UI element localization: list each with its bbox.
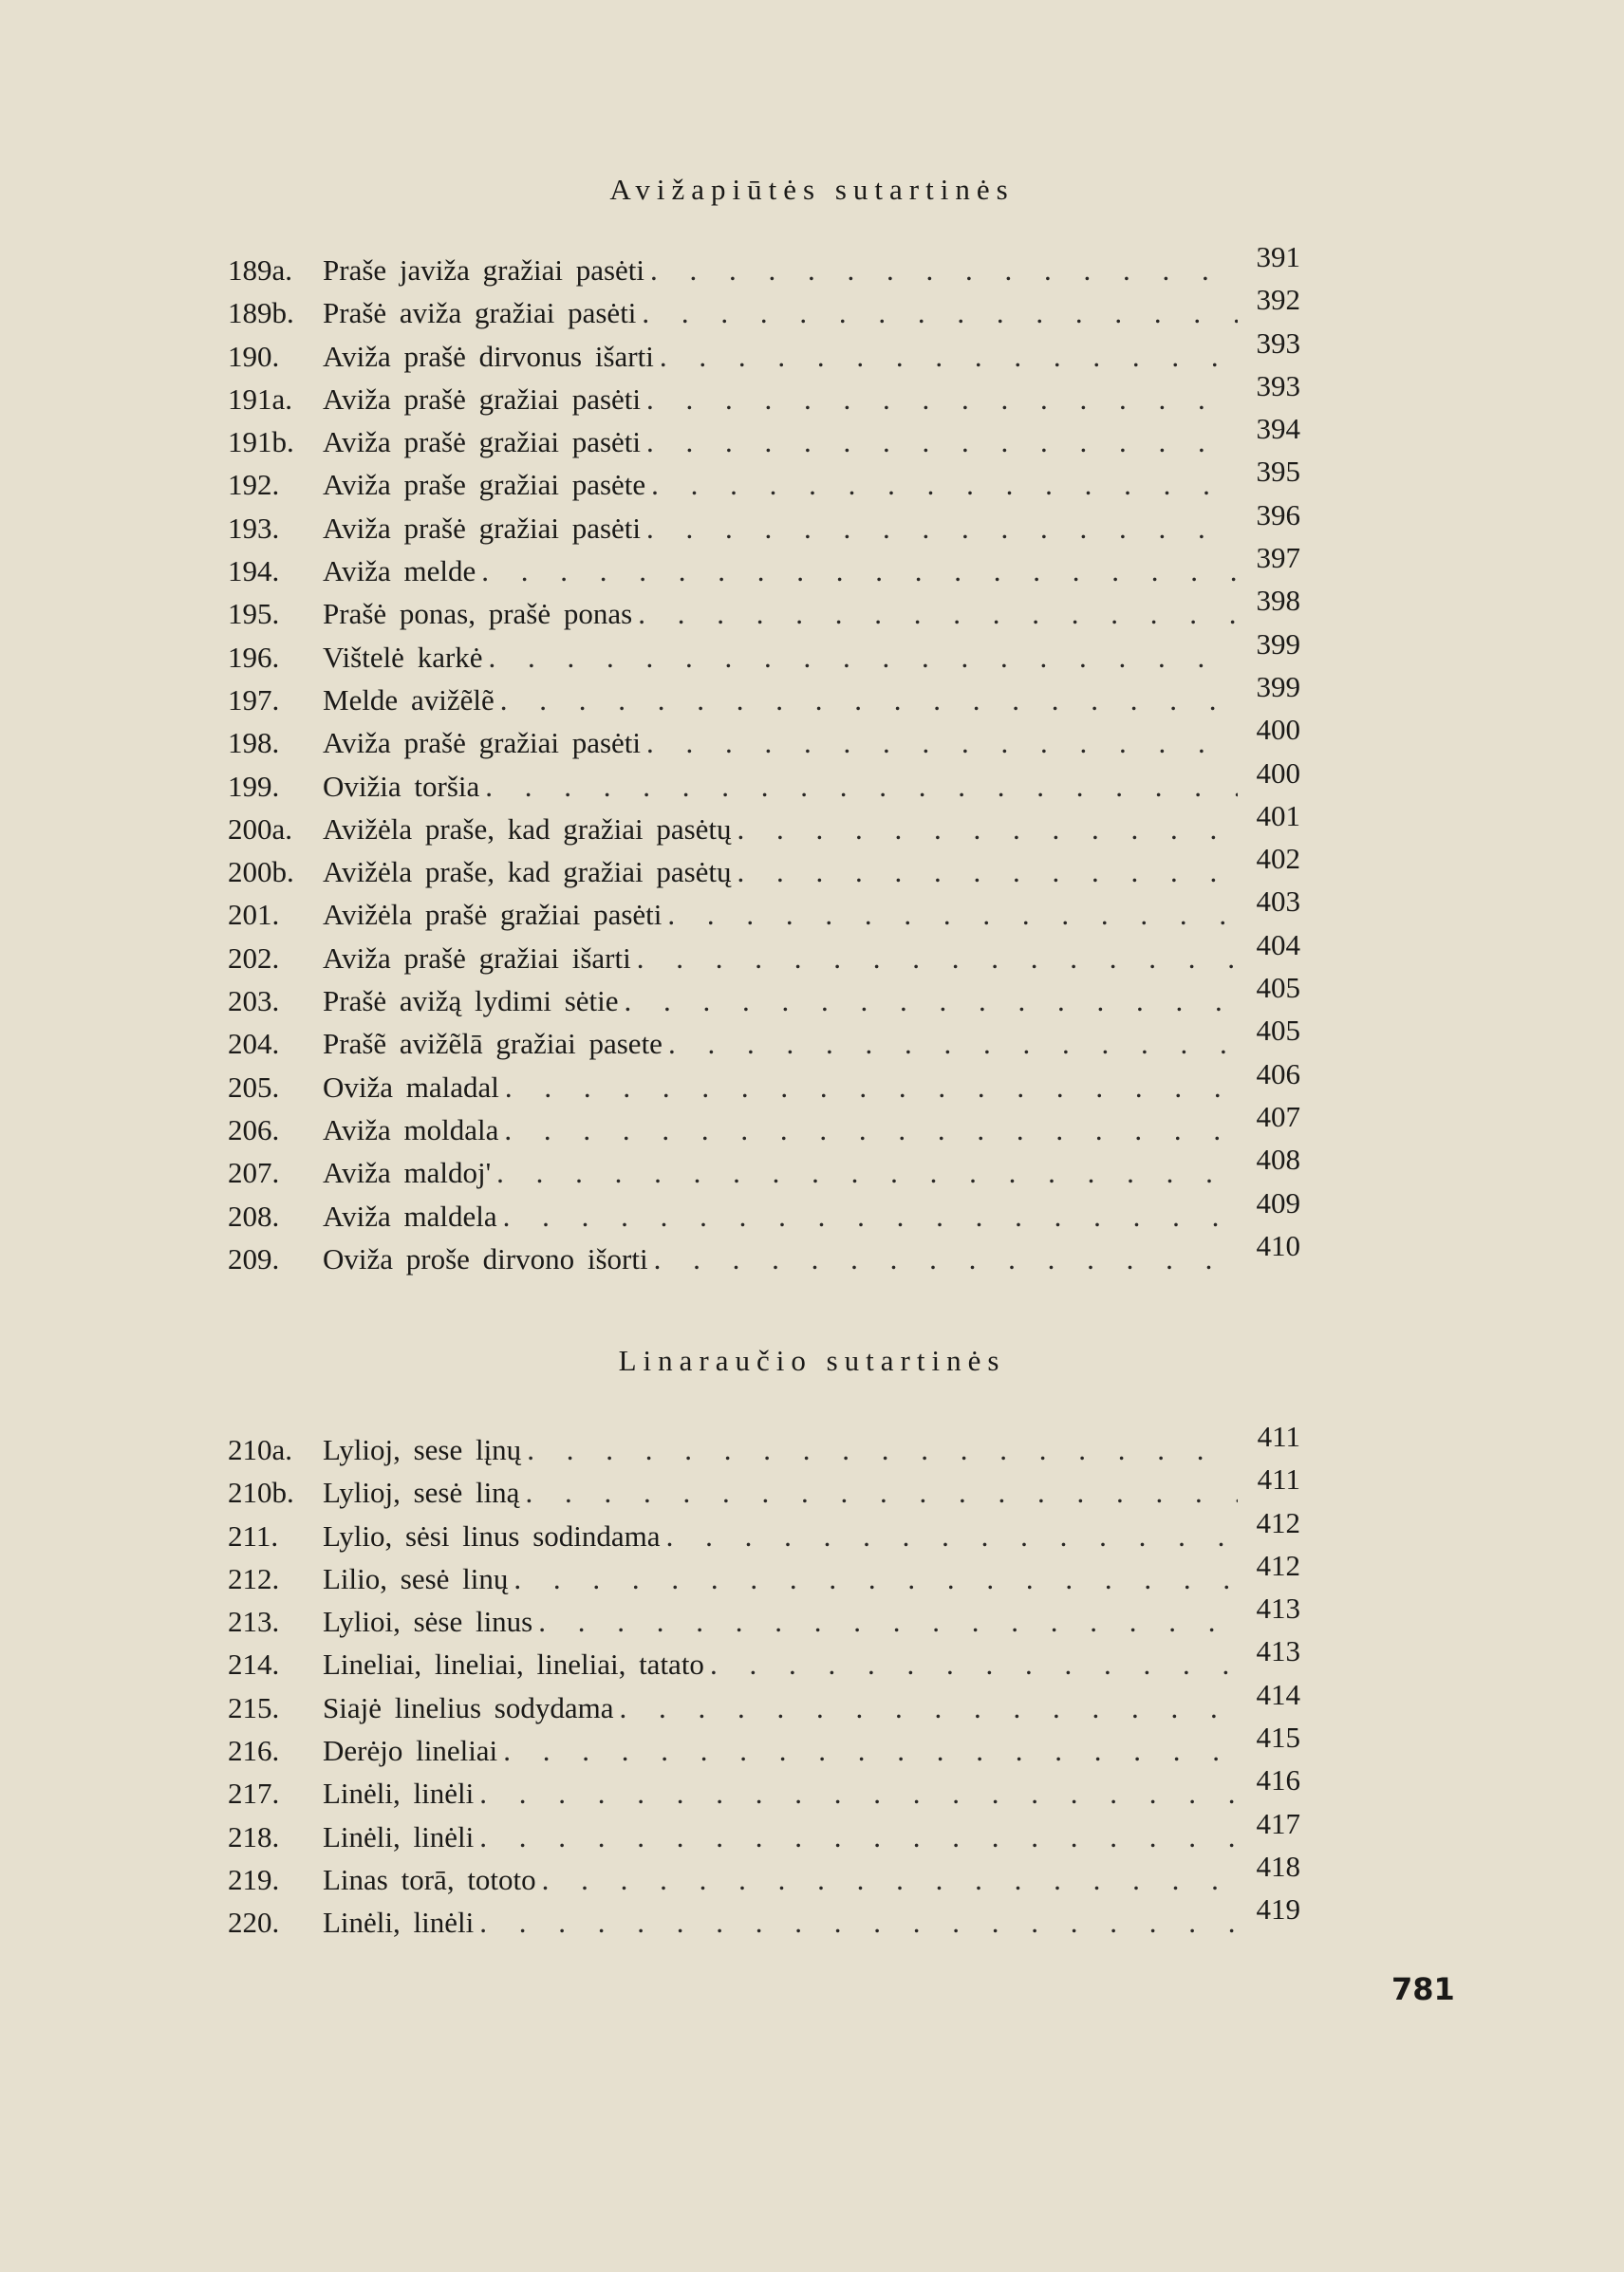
toc-entry [228, 368, 1300, 420]
toc-entry [228, 842, 1300, 893]
entry-number: 200b. [228, 855, 294, 889]
entry-number: 201. [228, 898, 280, 932]
entry-page: 396 [1256, 497, 1300, 531]
entry-title: Lylioi, sėse linus [323, 1605, 533, 1639]
entry-number: 202. [228, 940, 280, 975]
page-number: 781 [1391, 1971, 1455, 2007]
toc-entry [228, 1505, 1300, 1557]
entry-page: 406 [1256, 1056, 1300, 1090]
entry-title: Aviža moldala [323, 1112, 499, 1146]
entry-number: 209. [228, 1241, 280, 1276]
entry-page: 418 [1256, 1849, 1300, 1883]
entry-page: 413 [1256, 1634, 1300, 1668]
entry-title: Aviža prašė gražiai išarti [323, 940, 631, 975]
toc-entry [228, 1185, 1300, 1238]
entry-page: 405 [1256, 1014, 1300, 1048]
entry-title: Linėli, linėli [323, 1777, 475, 1811]
entry-title: Aviža maldela [323, 1199, 497, 1233]
toc-entry [228, 240, 1300, 291]
entry-number: 210a. [228, 1433, 293, 1466]
entry-page: 391 [1256, 240, 1300, 273]
toc-entry [228, 1849, 1300, 1901]
entry-title: Aviža melde [323, 554, 476, 588]
entry-number: 212. [228, 1561, 280, 1595]
entry-number: 199. [228, 769, 280, 803]
entry-page: 411 [1257, 1420, 1300, 1453]
dot-leader [625, 979, 1238, 1022]
entry-title: Vištelė karkė [323, 640, 483, 674]
entry-page: 414 [1256, 1677, 1300, 1711]
toc-entry [228, 1014, 1300, 1065]
entry-title: Aviža prašė gražiai pasėti [323, 726, 642, 760]
toc-entry [228, 455, 1300, 506]
entry-title: Prašė aviža gražiai pasėti [323, 296, 637, 330]
dot-leader [660, 335, 1238, 378]
entry-page: 402 [1256, 842, 1300, 876]
entry-number: 191b. [228, 425, 294, 459]
dot-leader [619, 1686, 1238, 1729]
entry-page: 404 [1256, 927, 1300, 961]
entry-title: Aviža prašė dirvonus išarti [323, 339, 654, 373]
entry-number: 205. [228, 1070, 280, 1104]
entry-title: Linėli, linėli [323, 1819, 475, 1853]
entry-number: 190. [228, 339, 280, 373]
toc-entry [228, 1462, 1300, 1514]
dot-leader [527, 1428, 1238, 1471]
entry-page: 392 [1256, 283, 1300, 317]
entry-page: 399 [1256, 626, 1300, 661]
entry-page: 403 [1256, 885, 1300, 919]
entry-page: 394 [1256, 412, 1300, 446]
entry-page: 412 [1256, 1505, 1300, 1539]
dot-leader [489, 636, 1238, 679]
dot-leader [710, 1643, 1238, 1685]
dot-leader [668, 1022, 1238, 1065]
entry-number: 203. [228, 984, 280, 1018]
entry-page: 417 [1256, 1806, 1300, 1840]
entry-number: 216. [228, 1734, 280, 1768]
entry-page: 412 [1256, 1548, 1300, 1582]
dot-leader [646, 507, 1238, 549]
entry-number: 211. [228, 1518, 279, 1553]
entry-title: Aviža prašė gražiai pasėti [323, 425, 642, 459]
entry-page: 415 [1256, 1721, 1300, 1755]
toc-entry [228, 626, 1300, 679]
toc-entry [228, 1228, 1300, 1280]
toc-entry [228, 885, 1300, 936]
toc-entry [228, 1892, 1300, 1944]
dot-leader [496, 1151, 1238, 1194]
entry-title: Linėli, linėli [323, 1906, 475, 1940]
dot-leader [646, 721, 1238, 764]
section-title: Linaraučio sutartinės [618, 1344, 1006, 1377]
toc-entry [228, 1721, 1300, 1772]
dot-leader [504, 1108, 1238, 1151]
entry-number: 207. [228, 1156, 280, 1190]
entry-page: 411 [1257, 1462, 1300, 1497]
entry-title: Avižėla praše, kad gražiai pasėtų [323, 855, 732, 889]
entry-number: 196. [228, 640, 280, 674]
dot-leader [505, 1066, 1238, 1108]
entry-number: 191a. [228, 382, 293, 416]
entry-title: Prašė ponas, prašė ponas [323, 597, 633, 631]
entry-page: 413 [1256, 1592, 1300, 1626]
entry-page: 400 [1256, 755, 1300, 790]
entry-number: 218. [228, 1819, 280, 1853]
toc-entry [228, 1592, 1300, 1643]
toc-entry [228, 669, 1300, 721]
toc-entry [228, 755, 1300, 808]
entry-page: 397 [1256, 541, 1300, 575]
entry-number: 198. [228, 726, 280, 760]
dot-leader [500, 679, 1238, 721]
entry-page: 400 [1256, 713, 1300, 747]
entry-page: 407 [1256, 1099, 1300, 1133]
entry-page: 401 [1256, 798, 1300, 832]
entry-number: 214. [228, 1648, 280, 1682]
toc-entry [228, 497, 1300, 549]
dot-leader [513, 1557, 1238, 1600]
entry-number: 206. [228, 1112, 280, 1146]
toc-entry [228, 1763, 1300, 1815]
entry-title: Lylioj, sesė liną [323, 1476, 520, 1510]
toc-entry [228, 1677, 1300, 1729]
entry-title: Avižėla prašė gražiai pasėti [323, 898, 663, 932]
dot-leader [479, 1772, 1238, 1815]
dot-leader [485, 765, 1238, 808]
toc-entry [228, 412, 1300, 463]
entry-page: 408 [1256, 1143, 1300, 1177]
toc-entry [228, 1634, 1300, 1685]
entry-page: 405 [1256, 971, 1300, 1005]
entry-page: 419 [1256, 1892, 1300, 1927]
entry-title: Lilio, sesė linų [323, 1561, 509, 1595]
toc-entry [228, 713, 1300, 764]
dot-leader [651, 463, 1238, 506]
toc-entry [228, 283, 1300, 334]
entry-page: 393 [1256, 368, 1300, 402]
dot-leader [667, 893, 1238, 936]
toc-entry [228, 798, 1300, 850]
entry-number: 215. [228, 1690, 280, 1724]
toc-entry [228, 927, 1300, 979]
entry-page: 416 [1256, 1763, 1300, 1797]
entry-number: 208. [228, 1199, 280, 1233]
toc-entry [228, 1420, 1300, 1471]
dot-leader [642, 291, 1238, 334]
dot-leader [542, 1858, 1238, 1901]
entry-title: Melde avižẽlẽ [323, 682, 495, 717]
entry-title: Aviža maldoj' [323, 1156, 492, 1190]
dot-leader [650, 249, 1238, 291]
dot-leader [737, 850, 1238, 893]
dot-leader [481, 549, 1238, 592]
toc-entry [228, 971, 1300, 1022]
entry-page: 393 [1256, 326, 1300, 360]
dot-leader [479, 1816, 1238, 1858]
entry-title: Lylio, sėsi linus sodindama [323, 1518, 661, 1553]
entry-number: 197. [228, 682, 280, 717]
entry-title: Prašė avižą lydimi sėtie [323, 984, 619, 1018]
entry-title: Prašẽ avižẽlā gražiai pasete [323, 1027, 663, 1061]
entry-title: Praše javiža gražiai pasėti [323, 253, 645, 287]
entry-title: Aviža praše gražiai pasėte [323, 468, 646, 502]
entry-page: 395 [1256, 455, 1300, 489]
entry-title: Oviža maladal [323, 1070, 499, 1104]
dot-leader [479, 1901, 1238, 1944]
entry-page: 410 [1256, 1228, 1300, 1262]
dot-leader [503, 1729, 1238, 1772]
entry-number: 194. [228, 554, 280, 588]
entry-title: Lylioj, sese lįnų [323, 1433, 522, 1466]
entry-number: 189a. [228, 253, 293, 287]
entry-title: Siajė linelius sodydama [323, 1690, 614, 1724]
entry-number: 220. [228, 1906, 280, 1940]
dot-leader [737, 808, 1238, 850]
toc-entry [228, 326, 1300, 378]
entry-page: 398 [1256, 584, 1300, 618]
entry-number: 195. [228, 597, 280, 631]
dot-leader [637, 937, 1238, 979]
entry-number: 204. [228, 1027, 280, 1061]
entry-number: 189b. [228, 296, 294, 330]
entry-number: 200a. [228, 811, 293, 846]
entry-title: Avižėla praše, kad gražiai pasėtų [323, 811, 732, 846]
dot-leader [666, 1515, 1238, 1557]
entry-title: Lineliai, lineliai, lineliai, tatato [323, 1648, 704, 1682]
entry-page: 409 [1256, 1185, 1300, 1220]
entry-page: 399 [1256, 669, 1300, 703]
entry-number: 219. [228, 1862, 280, 1896]
entry-number: 192. [228, 468, 280, 502]
entry-title: Derėjo lineliai [323, 1734, 498, 1768]
entry-title: Aviža prašė gražiai pasėti [323, 382, 642, 416]
toc-entry [228, 584, 1300, 635]
section-title: Avižapiūtės sutartinės [609, 173, 1015, 206]
toc-list [228, 240, 1300, 1280]
dot-leader [638, 592, 1238, 635]
entry-number: 217. [228, 1777, 280, 1811]
entry-title: Ovižia toršia [323, 769, 480, 803]
entry-title: Linas torā, tototo [323, 1862, 536, 1896]
entry-number: 193. [228, 511, 280, 545]
entry-title: Oviža proše dirvono išorti [323, 1241, 648, 1276]
toc-entry [228, 541, 1300, 592]
dot-leader [654, 1238, 1238, 1280]
toc-list [228, 1420, 1300, 1945]
dot-leader [538, 1600, 1238, 1643]
toc-entry [228, 1548, 1300, 1600]
entry-number: 210b. [228, 1476, 294, 1510]
toc-entry [228, 1806, 1300, 1858]
dot-leader [646, 420, 1238, 463]
entry-number: 213. [228, 1605, 280, 1639]
toc-entry [228, 1056, 1300, 1108]
dot-leader [525, 1471, 1238, 1514]
toc-entry [228, 1099, 1300, 1151]
toc-entry [228, 1143, 1300, 1194]
entry-title: Aviža prašė gražiai pasėti [323, 511, 642, 545]
dot-leader [646, 378, 1238, 420]
dot-leader [503, 1195, 1238, 1238]
